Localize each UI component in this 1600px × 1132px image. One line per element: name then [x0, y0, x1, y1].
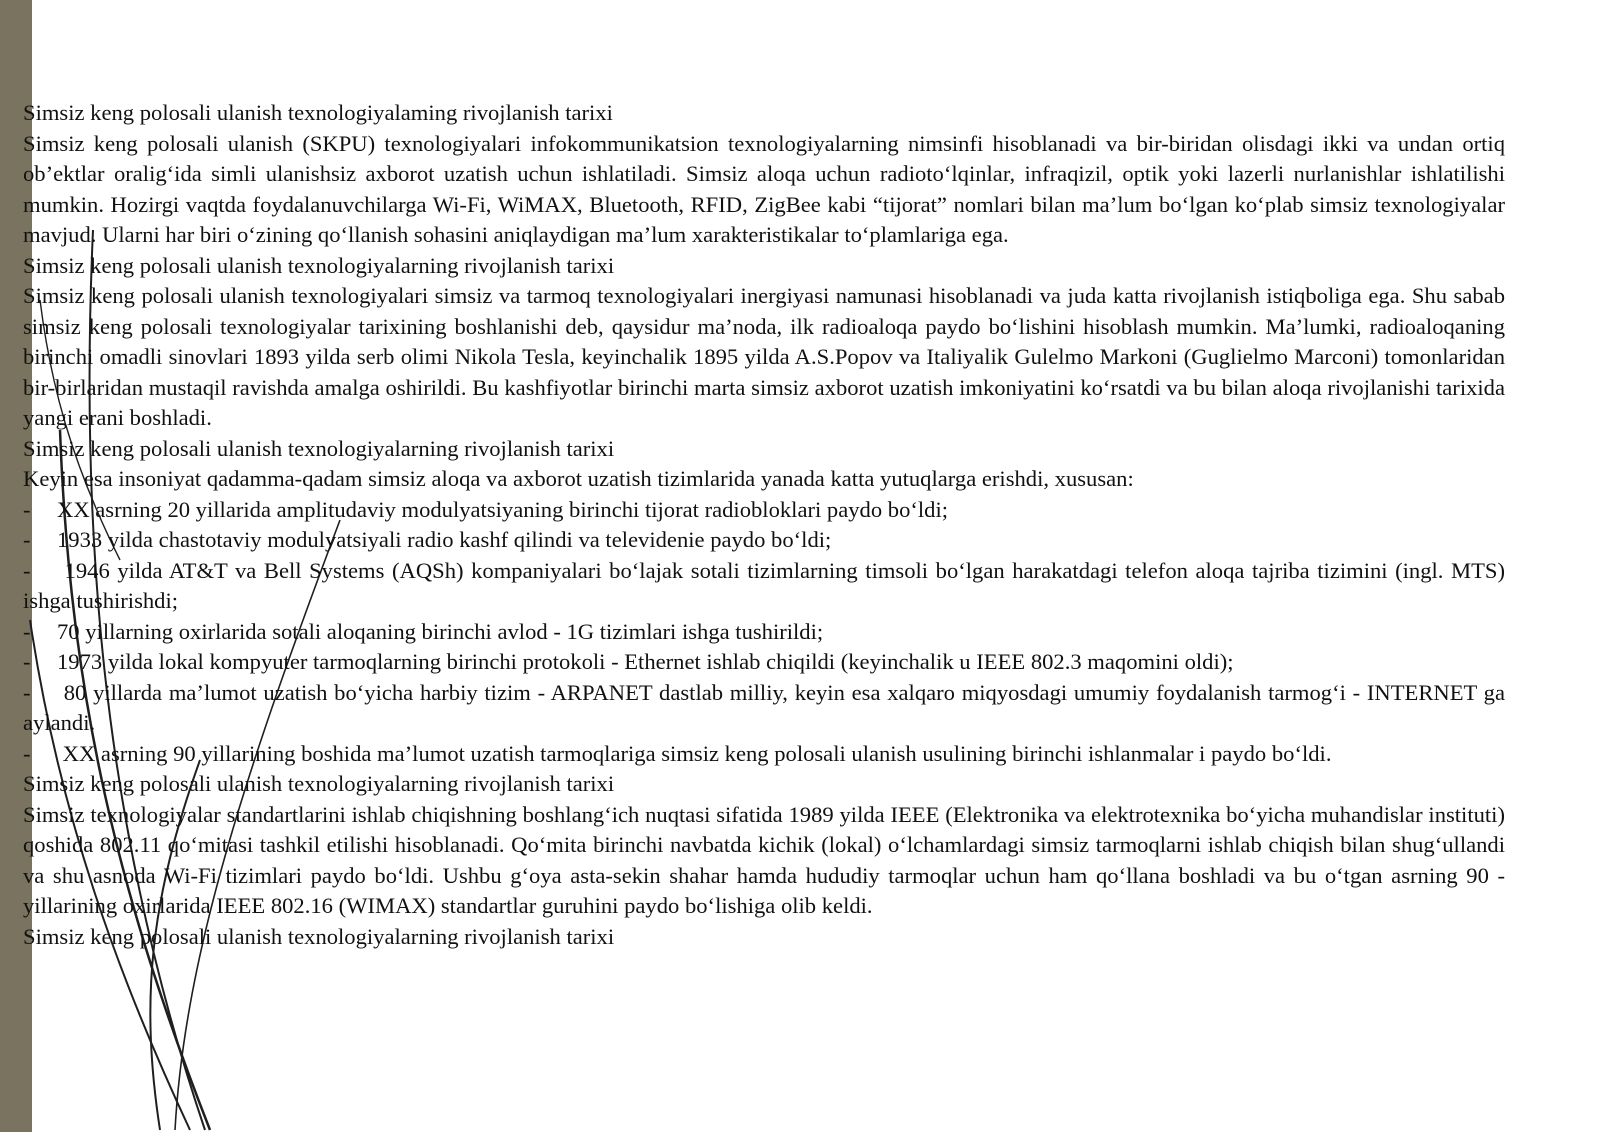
bullet-marker: - [23, 557, 31, 583]
list-item [23, 556, 1505, 617]
list-item [23, 739, 1505, 770]
section-heading: Simsiz keng polosali ulanish texnologiyalarning rivojlanish tarixi [23, 435, 615, 461]
bullet-marker: - [23, 679, 31, 705]
document-text [23, 98, 1505, 952]
list-item-text: 1933 yilda chastotaviy modulyatsiyali radio kashf qilindi va televidenie paydo bo‘ldi; [57, 527, 832, 552]
body-paragraph: Simsiz keng polosali ulanish (SKPU) texnologiyalari infokommunikatsion texnologiyalarning nimsinfi hisoblanadi va bir-biridan olisdagi ikki va undan ortiq ob’ektlar oralig‘ida simli ulanishsiz axborot uzatish uchun ishlatiladi. Simsiz aloqa uchun radioto‘lqinlar, infraqizil, optik yoki lazerli nurlanishlar ishlatilishi mumkin. Hozirgi vaqtda foydalanuvchilarga Wi-Fi, WiMAX, Bluetooth, RFID, ZigBee kabi “tijorat” nomlari bilan ma’lum bo‘lgan ko‘plab simsiz texnologiyalar mavjud. Ularni har biri o‘zining qo‘llanish sohasini aniqlaydigan ma’lum xarakteristikalar to‘plamlariga ega. [23, 130, 1505, 247]
section-heading: Simsiz keng polosali ulanish texnologiyalarning rivojlanish tarixi [23, 923, 615, 949]
section-heading: Simsiz keng polosali ulanish texnologiyalarning rivojlanish tarixi [23, 252, 615, 278]
section-heading: Keyin esa insoniyat qadamma-qadam simsiz aloqa va axborot uzatish tizimlarida yanada katta yutuqlarga erishdi, xususan: [23, 466, 1134, 491]
list-item-text: 1946 yilda AT&T va Bell Systems (AQSh) kompaniyalari bo‘lajak sotali tizimlarning timsoli bo‘lgan harakatdagi telefon aloqa tajriba tizimini (ingl. MTS) ishga tushirishdi; [23, 557, 1505, 613]
list-item [23, 678, 1505, 739]
bullet-marker: - [23, 618, 31, 644]
bullet-marker: - [23, 527, 31, 552]
list-item-text: XX asrning 90 yillarining boshida ma’lumot uzatish tarmoqlariga simsiz keng polosali ulanish usulining birinchi ishlanmalar i paydo bo‘ldi. [57, 740, 1332, 766]
bullet-marker: - [23, 740, 31, 766]
list-item-text: 1973 yilda lokal kompyuter tarmoqlarning birinchi protokoli - Ethernet ishlab chiqildi (keyinchalik u IEEE 802.3 maqomini oldi); [57, 649, 1234, 674]
list-item [23, 647, 1505, 678]
list-item [23, 495, 1505, 526]
list-item-text: XX asrning 20 yillarida amplitudaviy modulyatsiyaning birinchi tijorat radiobloklari paydo bo‘ldi; [57, 496, 949, 522]
body-paragraph: Simsiz texnologiyalar standartlarini ishlab chiqishning boshlang‘ich nuqtasi sifatida 1989 yilda IEEE (Elektronika va elektrotexnika bo‘yicha muhandislar instituti) qoshida 802.11 qo‘mitasi tashkil etilishi hisoblanadi. Qo‘mita birinchi navbatda kichik (lokal) o‘lchamlardagi simsiz tarmoqlarni ishlab chiqish bilan shug‘ullandi va shu asnoda Wi-Fi tizimlari paydo bo‘ldi. Ushbu g‘oya asta-sekin shahar hamda hududiy tarmoqlar uchun ham qo‘llana boshladi va bu o‘tgan asrning 90 - yillarining oxirlarida IEEE 802.16 (WIMAX) standartlar guruhini paydo bo‘lishiga olib keldi. [23, 801, 1505, 918]
list-item-text: 70 yillarning oxirlarida sotali aloqaning birinchi avlod - 1G tizimlari ishga tushirildi; [57, 618, 824, 644]
list-item [23, 617, 1505, 648]
list-item-text: 80 yillarda ma’lumot uzatish bo‘yicha harbiy tizim - ARPANET dastlab milliy, keyin esa xalqaro miqyosdagi umumiy foydalanish tarmog‘i - INTERNET ga aylandi. [23, 679, 1505, 735]
bullet-marker: - [23, 496, 31, 522]
section-heading: Simsiz keng polosali ulanish texnologiyalaming rivojlanish tarixi [23, 100, 613, 125]
bullet-marker: - [23, 649, 31, 674]
body-paragraph: Simsiz keng polosali ulanish texnologiyalari simsiz va tarmoq texnologiyalari inergiyasi namunasi hisoblanadi va juda katta rivojlanish istiqboliga ega. Shu sabab simsiz keng polosali texnologiyalar tarixining boshlanishi deb, qaysidur ma’noda, ilk radioaloqa paydo bo‘lishini hisoblash mumkin. Ma’lumki, radioaloqaning birinchi omadli sinovlari 1893 yilda serb olimi Nikola Tesla, keyinchalik 1895 yilda A.S.Popov va Italiyalik Gulelmo Markoni (Guglielmo Marconi) tomonlaridan bir-birlaridan mustaqil ravishda amalga oshirildi. Bu kashfiyotlar birinchi marta simsiz axborot uzatish imkoniyatini ko‘rsatdi va bu bilan aloqa rivojlanishi tarixida yangi erani boshladi. [23, 283, 1505, 430]
list-item [23, 525, 1505, 556]
section-heading: Simsiz keng polosali ulanish texnologiyalarning rivojlanish tarixi [23, 771, 615, 796]
